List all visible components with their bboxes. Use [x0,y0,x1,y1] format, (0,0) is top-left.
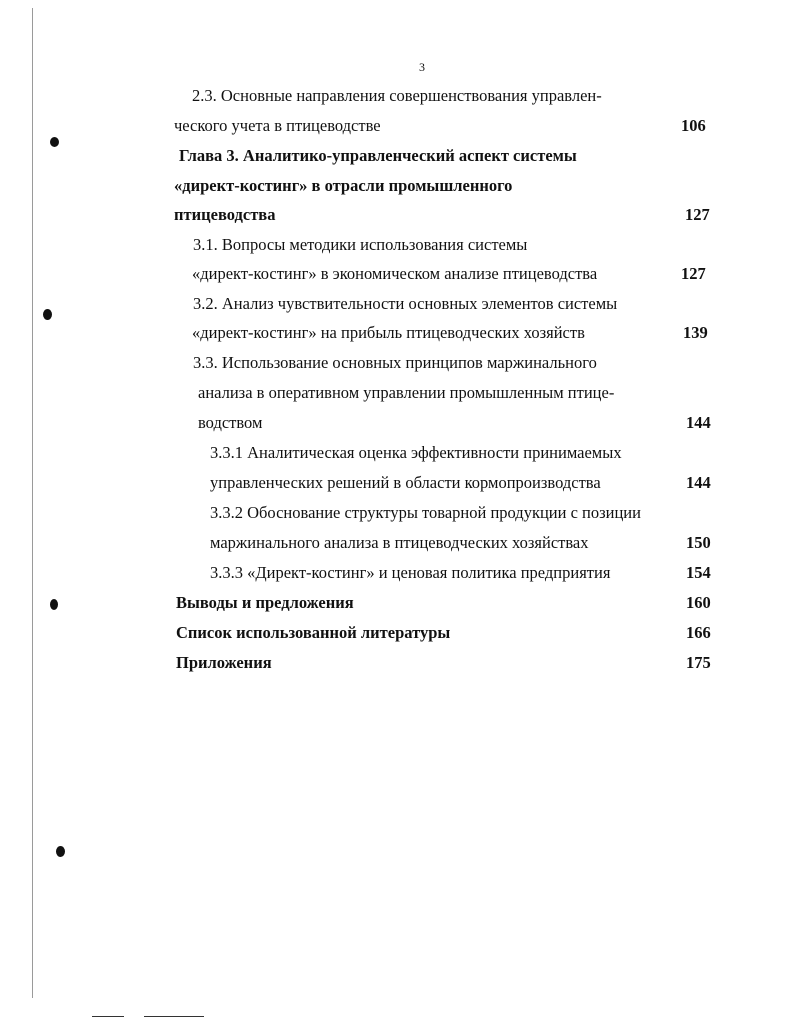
bottom-rule [92,1016,124,1017]
toc-line: анализа в оперативном управлении промышленным птице- [198,383,615,402]
toc-line: «директ-костинг» на прибыль птицеводческих хозяйств [192,323,585,342]
toc-section-heading: Приложения [176,653,272,672]
toc-line: «директ-костинг» в экономическом анализе птицеводства [192,264,598,283]
toc-page-number: 106 [681,116,706,135]
punch-hole-mark [56,846,65,857]
toc-line: маржинального анализа в птицеводческих хозяйствах [210,533,589,552]
toc-line: 3.1. Вопросы методики использования системы [193,235,528,254]
toc-section-heading: Список использованной литературы [176,623,451,642]
toc-page-number: 144 [686,413,711,432]
toc-line: 3.3.2 Обоснование структуры товарной продукции с позиции [210,503,641,522]
toc-line: ческого учета в птицеводстве [174,116,381,135]
toc-chapter-heading: «директ-костинг» в отрасли промышленного [174,176,513,195]
toc-chapter-heading: Глава 3. Аналитико-управленческий аспект системы [179,146,577,165]
toc-page-number: 127 [685,205,710,224]
toc-page-number: 166 [686,623,711,642]
toc-line: водством [198,413,263,432]
margin-line [32,8,33,998]
toc-line: управленческих решений в области кормопроизводства [210,473,601,492]
toc-line: 2.3. Основные направления совершенствования управлен- [192,86,602,105]
toc-line: 3.3. Использование основных принципов маржинального [193,353,597,372]
toc-section-heading: Выводы и предложения [176,593,354,612]
toc-line: 3.3.1 Аналитическая оценка эффективности принимаемых [210,443,622,462]
punch-hole-mark [50,137,59,147]
toc-page-number: 154 [686,563,711,582]
toc-page-number: 127 [681,264,706,283]
toc-page-number: 144 [686,473,711,492]
toc-page-number: 160 [686,593,711,612]
punch-hole-mark [50,599,58,610]
toc-chapter-heading: птицеводства [174,205,276,224]
punch-hole-mark [43,309,52,320]
toc-line: 3.3.3 «Директ-костинг» и ценовая политика предприятия [210,563,611,582]
bottom-rule [144,1016,204,1017]
toc-page-number: 139 [683,323,708,342]
toc-page-number: 150 [686,533,711,552]
page-number: 3 [419,60,425,74]
toc-line: 3.2. Анализ чувствительности основных элементов системы [193,294,618,313]
toc-page-number: 175 [686,653,711,672]
